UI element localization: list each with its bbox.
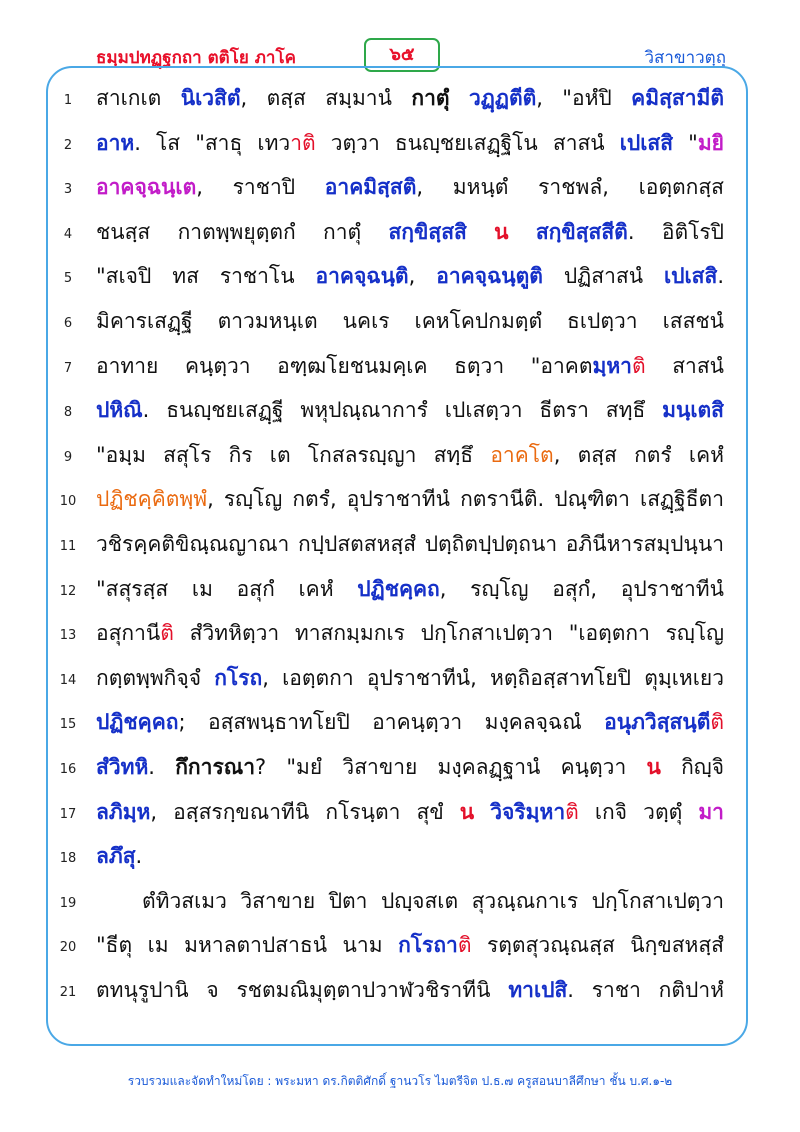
text-segment: . อิติโรปิ [627, 219, 724, 244]
line-text [96, 572, 724, 606]
text-segment: , ราชาปิ [196, 175, 325, 200]
line-number: 8 [63, 405, 73, 421]
highlighted-word: สกฺขิสฺสสิ [388, 219, 467, 244]
text-line [0, 971, 800, 1016]
line-number: 14 [59, 672, 77, 688]
text-segment: ตทนุรูปานิ จ รชตมณิมุตฺตาปวาฬวชิราทีนิ [96, 977, 509, 1002]
line-number: 3 [63, 182, 73, 198]
text-segment: กิญฺจิ [660, 754, 724, 779]
text-segment: ตํทิวสเมว วิสาขาย ปิตา ปญฺจสเต สุวณฺณกาเร ปกฺโกสาเปตฺวา [142, 888, 724, 913]
text-segment: . ธนญฺชยเสฏฺฐี พหุปณฺณาการํ เปเสตฺวา ธีตรา สทฺธึ [142, 398, 663, 423]
text-segment: , [408, 264, 437, 289]
footer-credit: รวบรวมและจัดทำใหม่โดย : พระมหา ดร.กิตติศักดิ์ ฐานวโร ไมตรีจิต ป.ธ.๗ ครูสอนบาลีศึกษา ชั้น บ.ศ.๑-๒ [127, 1074, 673, 1088]
line-text [96, 81, 724, 115]
text-segment: , อสฺสรกฺขณาทีนิ กโรนฺตา สุขํ [150, 799, 460, 824]
highlighted-word: อาคจฺฉนฺติ [315, 264, 409, 289]
text-segment: สาสนํ [645, 353, 724, 378]
highlighted-word: มา [698, 799, 724, 824]
line-number: 9 [63, 449, 73, 465]
line-text [96, 259, 724, 293]
text-line [0, 614, 800, 659]
line-text [96, 170, 724, 204]
text-line [0, 525, 800, 570]
highlighted-word: ปหิณิ [96, 398, 143, 423]
page-number-badge: ๖๕ [364, 38, 440, 72]
highlighted-word: ทาเปสิ [508, 977, 568, 1002]
text-segment: กตฺตพฺพกิจฺจํ [96, 665, 215, 690]
line-number: 20 [59, 940, 77, 956]
highlighted-word: ปฏิชคฺคิตพฺพํ [96, 487, 208, 512]
highlighted-word: มฺหา [592, 353, 632, 378]
highlighted-word: น [494, 219, 509, 244]
text-segment: . [148, 754, 176, 779]
text-segment [467, 220, 494, 244]
line-number: 18 [59, 851, 77, 867]
line-text [96, 126, 724, 160]
line-text [96, 884, 724, 918]
line-number: 7 [63, 360, 73, 376]
highlighted-word: มนฺเตสิ [662, 398, 724, 423]
text-segment [509, 220, 536, 244]
pali-text-body [0, 79, 800, 1015]
highlighted-word: อาคจฺฉนฺตูติ [436, 264, 543, 289]
book-title: ธมฺมปทฏฺฐกถา ตติโย ภาโค [96, 48, 296, 68]
text-line [0, 480, 800, 525]
text-segment: ? "มยํ วิสาขาย มงฺคลฏฺฐานํ คนฺตฺวา [255, 754, 647, 779]
text-segment: ชนสฺส กาตพฺพยุตฺตกํ กาตุํ [96, 219, 389, 244]
text-line [0, 570, 800, 615]
line-text [96, 928, 724, 962]
highlighted-word: ติ [457, 933, 472, 958]
text-segment: สํวิทหิตฺวา ทาสกมฺมกเร ปกฺโกสาเปตฺวา "เอตฺตกา รญฺโญ [173, 621, 724, 646]
highlighted-word: สกฺขิสฺสสีติ [535, 219, 628, 244]
highlighted-word: ติ [160, 621, 174, 646]
section-title: วิสาขาวตฺถุ [644, 48, 726, 68]
line-number: 5 [63, 271, 73, 287]
text-segment: , มหนฺตํ ราชพลํ, เอตฺตกสฺส [416, 175, 724, 200]
line-text [96, 527, 724, 561]
line-number: 1 [63, 93, 73, 108]
line-text [96, 215, 724, 249]
highlighted-word: วฏฺฏตีติ [468, 86, 537, 110]
highlighted-word: ติ [565, 799, 579, 824]
text-line [0, 79, 800, 124]
highlighted-word: ลภิมฺห [96, 799, 151, 824]
text-line [0, 347, 800, 392]
highlighted-word: น [459, 799, 475, 824]
text-segment: สาเกเต [96, 86, 181, 110]
highlighted-word: กึการณา [175, 754, 255, 779]
line-text [96, 438, 724, 472]
highlighted-word: อาคมิสฺสติ [324, 175, 417, 200]
line-text [96, 750, 724, 784]
text-segment: ปฏิสาสนํ [542, 264, 664, 289]
text-segment: . [135, 844, 143, 869]
highlighted-word: อาคจฺฉนฺเต [96, 175, 197, 200]
highlighted-word: สํวิทหิ [96, 754, 149, 779]
text-segment: "อมฺม สสุโร กิร เต โกสลรญฺญา สทฺธึ [96, 442, 491, 467]
text-segment [474, 800, 490, 824]
text-line [0, 302, 800, 347]
line-number: 19 [59, 895, 77, 911]
highlighted-word: าติ [290, 130, 316, 155]
line-text [96, 349, 724, 383]
line-text [96, 393, 724, 427]
text-segment: อาทาย คนฺตฺวา อฑฺฒโยชนมคฺเค ธตฺวา "อาคต [96, 353, 593, 378]
line-text [96, 705, 724, 739]
text-segment: , ตสฺส สมฺมานํ [240, 86, 412, 110]
highlighted-word: คมิสฺสามีติ [631, 86, 724, 110]
line-text [96, 661, 724, 695]
text-segment: รตฺตสุวณฺณสฺส นิกฺขสหสฺสํ [471, 933, 724, 958]
text-segment: , รญฺโญ กตรํ, อุปราชาทีนํ กตรานีติ. ปณฺฑิตา เสฏฺฐิธีตา [207, 487, 724, 512]
line-number: 2 [63, 137, 73, 153]
line-number: 6 [63, 315, 73, 331]
highlighted-word: นิเวสิตํ [180, 86, 241, 110]
text-segment: วตฺวา ธนญฺชยเสฏฺฐิโน สาสนํ [315, 130, 620, 155]
line-number: 15 [59, 717, 77, 733]
highlighted-word: กาตุํ [411, 86, 450, 110]
text-line [0, 882, 800, 927]
line-number: 21 [59, 984, 77, 1000]
text-line [0, 703, 800, 748]
text-segment: , "อหํปิ [536, 86, 632, 110]
text-segment: , เอตฺตกา อุปราชาทีนํ, หตฺถิอสฺสาทโยปิ ตุมฺเหเยว [262, 665, 724, 690]
line-number: 13 [59, 628, 77, 644]
line-number: 4 [63, 226, 73, 242]
highlighted-word: ปฏิชคฺคถ [96, 710, 179, 735]
highlighted-word: อนุภวิสฺสนฺตี [604, 710, 711, 735]
text-line [0, 391, 800, 436]
text-segment: อสุกานี [96, 621, 161, 646]
text-line [0, 837, 800, 882]
text-segment: . [717, 264, 725, 289]
text-segment: , รญฺโญ อสุกํ, อุปราชาทีนํ [439, 576, 724, 601]
line-text [96, 616, 724, 650]
line-number: 17 [59, 806, 77, 822]
text-segment: วชิรคฺคติขิณฺณญาณา กปฺปสตสหสฺสํ ปตฺถิตปฺปตฺถนา อภินีหารสมฺปนฺนา [96, 531, 724, 556]
text-line [0, 436, 800, 481]
text-line [0, 213, 800, 258]
text-segment: " [673, 130, 698, 155]
text-segment: เกจิ วตฺตุํ [578, 799, 699, 824]
highlighted-word: กโรถา [398, 933, 458, 958]
line-number: 11 [59, 538, 77, 554]
text-line [0, 124, 800, 169]
line-number: 10 [59, 494, 77, 510]
highlighted-word: ลภึสุ [96, 844, 136, 869]
highlighted-word: ปฏิชคฺคถ [357, 576, 440, 601]
line-number: 16 [59, 761, 77, 777]
highlighted-word: เปเสสิ [664, 264, 718, 289]
highlighted-word: กโรถ [214, 665, 263, 690]
text-segment: มิคารเสฏฺฐี ตาวมหนฺเต นคเร เคหโคปกมตฺตํ ธเปตฺวา เสสชนํ [96, 308, 724, 333]
text-segment: "ธีตุ เม มหาลตาปสาธนํ นาม [96, 933, 399, 958]
line-text [96, 304, 724, 338]
text-line [0, 793, 800, 838]
highlighted-word: มยิ [697, 130, 724, 155]
highlighted-word: เปเสสิ [619, 130, 674, 155]
line-text [96, 839, 724, 873]
text-line [0, 168, 800, 213]
text-line [0, 926, 800, 971]
text-segment: . ราชา กติปาหํ [567, 977, 724, 1002]
line-text [96, 482, 724, 516]
line-text [96, 973, 724, 1007]
text-segment: "สสุรสฺส เม อสุกํ เคหํ [96, 576, 358, 601]
highlighted-word: น [646, 754, 661, 779]
line-text [96, 795, 724, 829]
text-segment: , ตสฺส กตรํ เคหํ [553, 442, 724, 467]
text-segment: "สเจปิ ทส ราชาโน [96, 264, 316, 289]
highlighted-word: ติ [631, 353, 646, 378]
text-line [0, 659, 800, 704]
highlighted-word: ติ [710, 710, 724, 735]
text-line [0, 748, 800, 793]
text-segment: . โส "สาธุ เทว [134, 130, 291, 155]
highlighted-word: อาห [96, 130, 135, 155]
highlighted-word: อาคโต [490, 442, 554, 467]
text-line [0, 257, 800, 302]
line-number: 12 [59, 583, 77, 599]
text-segment [450, 86, 469, 110]
highlighted-word: วิจริมฺหา [490, 799, 566, 824]
text-segment: ; อสฺสพนฺธาทโยปิ อาคนฺตฺวา มงฺคลจฺฉณํ [178, 710, 605, 735]
